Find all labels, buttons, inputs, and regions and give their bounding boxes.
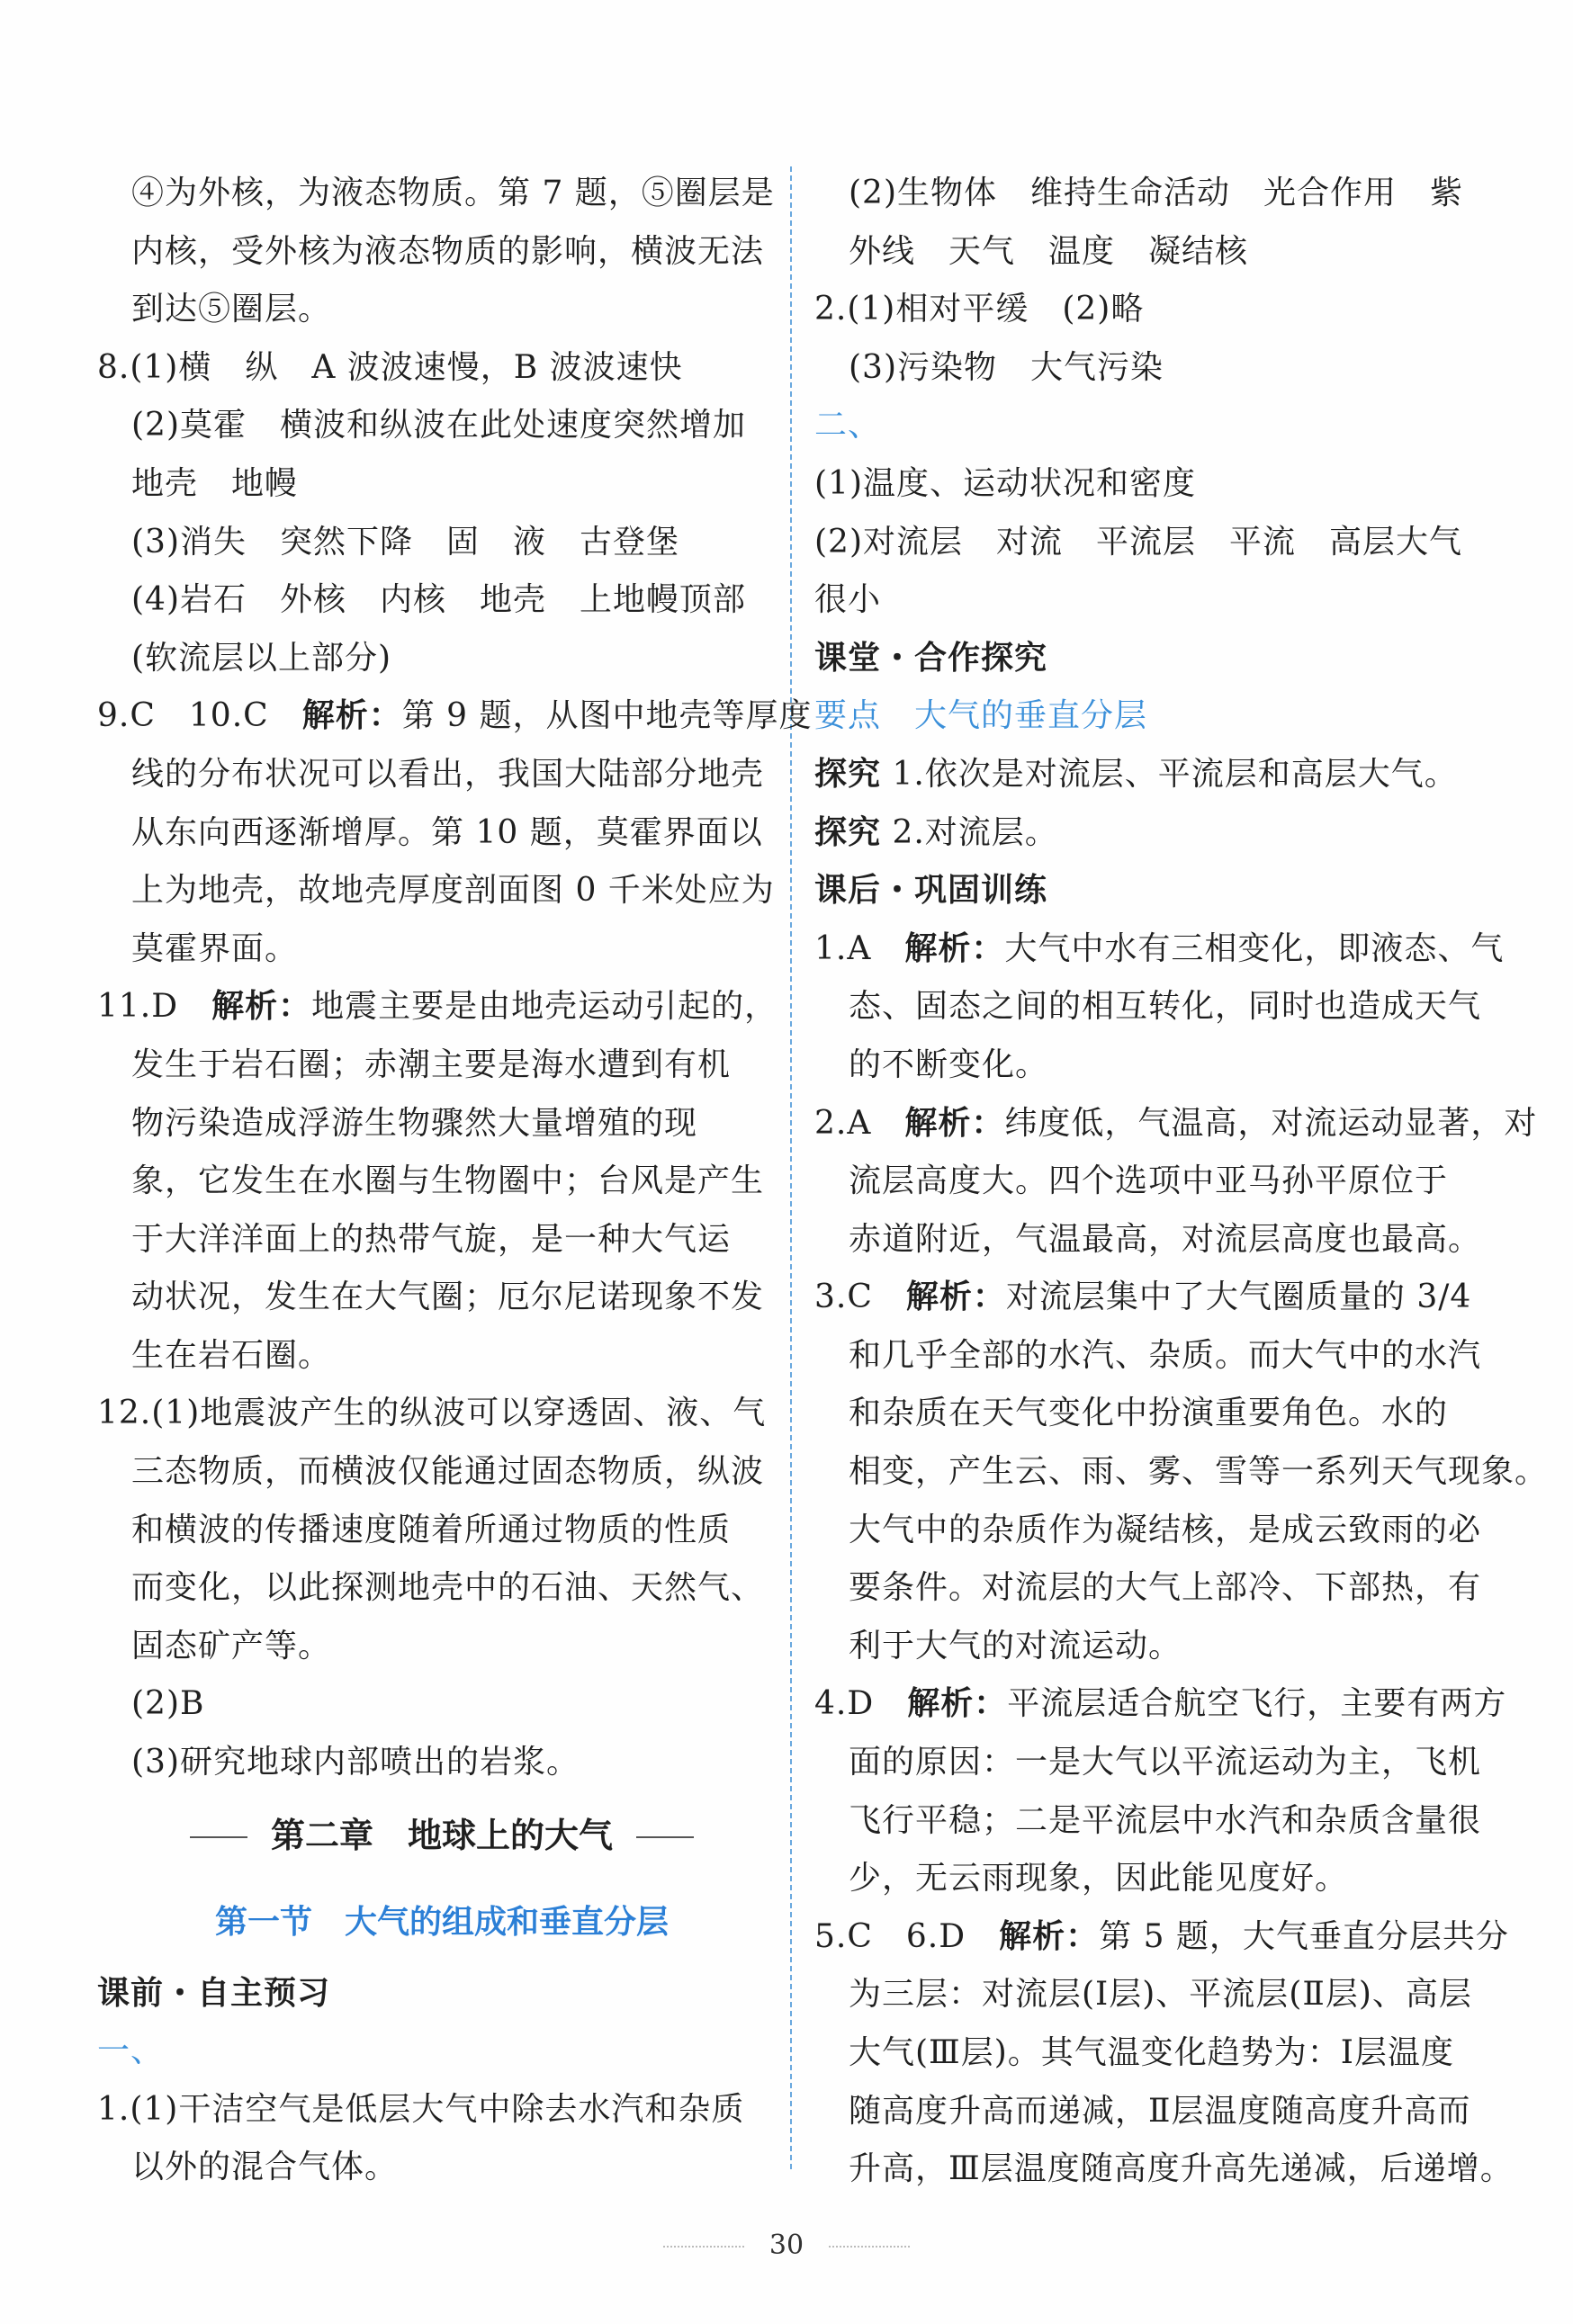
analysis-text: 从东向西逐渐增厚。第 10 题，莫霍界面以	[131, 813, 763, 851]
column-divider	[790, 166, 792, 2169]
after-class-heading: 课后・巩固训练	[814, 872, 1048, 910]
analysis-text: 为三层：对流层(Ⅰ层)、平流层(Ⅱ层)、高层	[849, 1976, 1472, 2014]
part-one-marker: 一、	[97, 2032, 165, 2070]
answer-12-line: 12.(1)地震波产生的纵波可以穿透固、液、气	[97, 1395, 767, 1432]
answer-8-line: (4)岩石 外核 内核 地壳 上地幔顶部	[131, 581, 746, 619]
analysis-text: 相变，产生云、雨、雾、雪等一系列天气现象。	[849, 1453, 1549, 1491]
answer-key: 9.C 10.C	[97, 697, 302, 735]
analysis-text: 象，它发生在水圈与生物圈中；台风是产生	[131, 1162, 765, 1200]
analysis-text: 少，无云雨现象，因此能见度好。	[849, 1860, 1349, 1898]
part-two-line: (1)温度、运动状况和密度	[814, 464, 1196, 502]
chapter-title-text: 第二章 地球上的大气	[270, 1815, 613, 1855]
analysis-label: 解析：	[904, 929, 1005, 967]
answer-8-line: 8.(1)横 纵 A 波波速慢，B 波波速快	[97, 348, 683, 386]
analysis-text: 平流层适合航空飞行，主要有两方	[1007, 1685, 1507, 1723]
left-column	[97, 165, 813, 2197]
preview-heading: 课前・自主预习	[97, 1974, 331, 2012]
preview-q1-line: 外线 天气 温度 凝结核	[849, 232, 1249, 270]
answer-12-line: (2)B	[131, 1685, 205, 1723]
analysis-text: 赤道附近，气温最高，对流层高度也最高。	[849, 1220, 1482, 1258]
section-title: 第一节 大气的组成和垂直分层	[214, 1902, 669, 1941]
analysis-text: 要条件。对流层的大气上部冷、下部热，有	[849, 1569, 1482, 1607]
answer-1	[814, 920, 1504, 979]
explore-text: 1.依次是对流层、平流层和高层大气。	[881, 755, 1458, 793]
analysis-label: 解析：	[301, 697, 402, 735]
analysis-label: 解析：	[999, 1917, 1100, 1955]
analysis-text: 和几乎全部的水汽、杂质。而大气中的水汽	[849, 1336, 1482, 1374]
page-footer	[0, 2230, 1573, 2261]
answer-key: 1.A	[814, 929, 905, 967]
analysis-text: 莫霍界面。	[131, 929, 299, 967]
analysis-text: 飞行平稳；二是平流层中水汽和杂质含量很	[849, 1801, 1482, 1839]
chapter-title	[97, 1792, 786, 1879]
answer-8-line: 地壳 地幔	[131, 464, 299, 502]
explore-label: 探究	[814, 755, 882, 793]
analysis-label: 解析：	[907, 1685, 1008, 1723]
analysis-text: 的不断变化。	[849, 1045, 1049, 1083]
preview-q1-line: (2)生物体 维持生命活动 光合作用 紫	[849, 175, 1463, 211]
answer-key: 4.D	[814, 1685, 908, 1723]
text-line: ④为外核，为液态物质。第 7 题，⑤圈层是	[131, 175, 775, 211]
text-line: 到达⑤圈层。	[131, 291, 332, 328]
preview-q1-line: 1.(1)干洁空气是低层大气中除去水汽和杂质	[97, 2090, 745, 2128]
analysis-text: 面的原因：一是大气以平流运动为主，飞机	[849, 1744, 1482, 1781]
analysis-text: 和杂质在天气变化中扮演重要角色。水的	[849, 1395, 1449, 1432]
analysis-text: 升高，Ⅲ层温度随高度升高先递减，后递增。	[849, 2150, 1514, 2188]
answer-3	[814, 1269, 1504, 1327]
text-line: 内核，受外核为液态物质的影响，横波无法	[131, 232, 765, 270]
analysis-text: 第 5 题，大气垂直分层共分	[1099, 1917, 1509, 1955]
preview-q2-line: (3)污染物 大气污染	[849, 348, 1164, 386]
analysis-text: 物污染造成浮游生物骤然大量增殖的现	[131, 1104, 698, 1142]
analysis-text: 上为地壳，故地壳厚度剖面图 0 千米处应为	[131, 872, 775, 910]
analysis-label: 解析：	[211, 988, 312, 1026]
explore-2	[814, 804, 1504, 863]
analysis-label: 解析：	[905, 1279, 1006, 1316]
answer-12-line: 和横波的传播速度随着所通过物质的性质	[131, 1511, 732, 1548]
analysis-text: 动状况，发生在大气圈；厄尔尼诺现象不发	[131, 1279, 765, 1316]
analysis-text: 第 9 题，从图中地壳等厚度	[401, 697, 813, 735]
explore-label: 探究	[814, 813, 882, 851]
part-two-line: 很小	[814, 581, 882, 619]
analysis-text: 随高度升高而递减，Ⅱ层温度随高度升高而	[849, 2092, 1471, 2130]
part-two-marker: 二、	[814, 407, 882, 444]
answer-8-line: (3)消失 突然下降 固 液 古登堡	[131, 523, 679, 561]
answer-2	[814, 1095, 1538, 1153]
class-heading: 课堂・合作探究	[814, 639, 1048, 677]
analysis-text: 地震主要是由地壳运动引起的，	[311, 988, 778, 1026]
analysis-text: 态、固态之间的相互转化，同时也造成天气	[849, 988, 1482, 1026]
answer-9-10	[97, 687, 813, 746]
analysis-text: 发生于岩石圈；赤潮主要是海水遭到有机	[131, 1045, 732, 1083]
analysis-text: 大气(Ⅲ层)。其气温变化趋势为：Ⅰ层温度	[849, 2034, 1455, 2071]
answer-8-line: (软流层以上部分)	[131, 639, 392, 677]
answer-key: 2.A	[814, 1104, 905, 1142]
analysis-text: 于大洋洋面上的热带气旋，是一种大气运	[131, 1220, 732, 1258]
right-column	[814, 165, 1549, 2199]
part-two-line: (2)对流层 对流 平流层 平流 高层大气	[814, 523, 1462, 561]
page-number: 30	[769, 2230, 804, 2261]
analysis-text: 大气中水有三相变化，即液态、气	[1004, 929, 1505, 967]
answer-8-line: (2)莫霍 横波和纵波在此处速度突然增加	[131, 407, 746, 444]
answer-12-line: 而变化，以此探测地壳中的石油、天然气、	[131, 1569, 765, 1607]
footer-dots-right	[829, 2246, 910, 2248]
answer-key: 3.C	[814, 1279, 906, 1316]
preview-q2-line: 2.(1)相对平缓 (2)略	[814, 291, 1145, 328]
analysis-text: 利于大气的对流运动。	[849, 1627, 1182, 1664]
key-point-heading: 要点 大气的垂直分层	[814, 697, 1148, 735]
footer-dots-left	[663, 2246, 744, 2248]
analysis-text: 生在岩石圈。	[131, 1336, 332, 1374]
analysis-text: 纬度低，气温高，对流运动显著，对	[1004, 1104, 1538, 1142]
explore-1	[814, 746, 1504, 804]
analysis-text: 对流层集中了大气圈质量的 3/4	[1005, 1279, 1472, 1316]
analysis-label: 解析：	[904, 1104, 1005, 1142]
answer-11	[97, 978, 786, 1036]
answer-key: 11.D	[97, 988, 212, 1026]
analysis-text: 线的分布状况可以看出，我国大陆部分地壳	[131, 755, 765, 793]
answer-4	[814, 1675, 1507, 1734]
answer-key: 5.C 6.D	[814, 1917, 1000, 1955]
chapter-rule-right	[636, 1836, 694, 1838]
answer-12-line: (3)研究地球内部喷出的岩浆。	[131, 1744, 580, 1781]
answer-12-line: 固态矿产等。	[131, 1627, 332, 1664]
analysis-text: 大气中的杂质作为凝结核，是成云致雨的必	[849, 1511, 1482, 1548]
preview-q1-line: 以外的混合气体。	[131, 2149, 399, 2186]
explore-text: 2.对流层。	[881, 813, 1058, 851]
answer-12-line: 三态物质，而横波仅能通过固态物质，纵波	[131, 1453, 765, 1491]
answer-5-6	[814, 1908, 1509, 1967]
chapter-rule-left	[190, 1836, 247, 1838]
analysis-text: 流层高度大。四个选项中亚马孙平原位于	[849, 1162, 1449, 1200]
